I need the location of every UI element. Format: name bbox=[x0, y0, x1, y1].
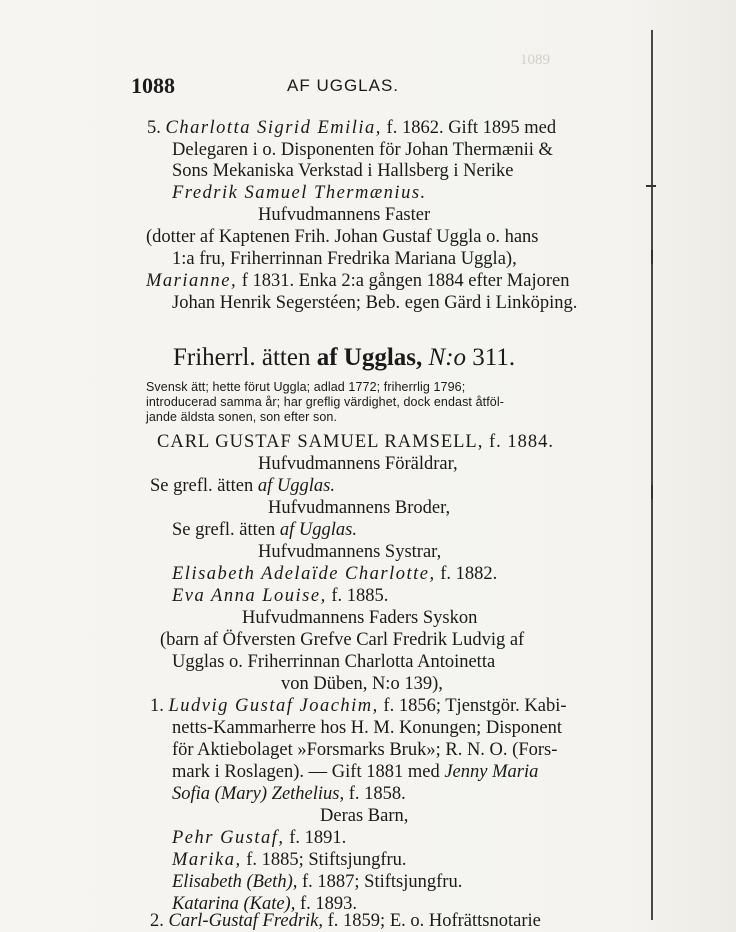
section-description: introducerad samma år; har greflig värdighet, dock endast åtföl- bbox=[146, 395, 504, 409]
edge-mark bbox=[651, 485, 653, 499]
edge-mark bbox=[651, 250, 653, 264]
section-heading: Friherrl. ätten af Ugglas, N:o 311. bbox=[173, 344, 516, 371]
page-number: 1088 bbox=[131, 73, 175, 98]
entry-line: CARL GUSTAF SAMUEL RAMSELL, f. 1884. bbox=[157, 432, 555, 452]
entry-line: von Düben, N:o 139), bbox=[281, 674, 443, 694]
entry-line: Fredrik Samuel Thermænius. bbox=[172, 183, 427, 203]
entry-line: Se grefl. ätten af Ugglas. bbox=[150, 476, 335, 496]
section-description: jande äldsta sonen, son efter son. bbox=[146, 410, 338, 424]
entry-line: Katarina (Kate), f. 1893. bbox=[172, 894, 358, 914]
entry-line: 2. Carl-Gustaf Fredrik, f. 1859; E. o. Hofrättsnotarie bbox=[150, 911, 541, 931]
edge-mark bbox=[646, 185, 656, 187]
entry-line: Elisabeth Adelaïde Charlotte, f. 1882. bbox=[172, 564, 498, 584]
entry-line: Hufvudmannens Föräldrar, bbox=[258, 454, 458, 474]
entry-line: 1:a fru, Friherrinnan Fredrika Mariana Uggla), bbox=[172, 249, 517, 269]
page-edge-line bbox=[651, 30, 653, 920]
entry-line: Sons Mekaniska Verkstad i Hallsberg i Nerike bbox=[172, 161, 514, 181]
entry-line: Eva Anna Louise, f. 1885. bbox=[172, 586, 389, 606]
entry-line: netts-Kammarherre hos H. M. Konungen; Disponent bbox=[172, 718, 562, 738]
entry-line: Hufvudmannens Faster bbox=[258, 205, 431, 225]
entry-line: Hufvudmannens Systrar, bbox=[258, 542, 442, 562]
entry-line: mark i Roslagen). — Gift 1881 med Jenny Maria bbox=[172, 762, 539, 782]
entry-line: Marika, f. 1885; Stiftsjungfru. bbox=[172, 850, 407, 870]
running-header: AF UGGLAS. bbox=[287, 76, 400, 95]
bleed-through-text: 1089 bbox=[520, 52, 550, 68]
entry-line: Hufvudmannens Faders Syskon bbox=[242, 608, 478, 628]
entry-line: Pehr Gustaf, f. 1891. bbox=[172, 828, 347, 848]
entry-line: Elisabeth (Beth), f. 1887; Stiftsjungfru. bbox=[172, 872, 463, 892]
entry-line: Marianne, f 1831. Enka 2:a gången 1884 efter Majoren bbox=[146, 271, 570, 291]
entry-line: Deras Barn, bbox=[320, 806, 409, 826]
entry-line: Delegaren i o. Disponenten för Johan Thermænii & bbox=[172, 140, 553, 160]
entry-line: (barn af Öfversten Grefve Carl Fredrik Ludvig af bbox=[160, 630, 525, 650]
section-description: Svensk ätt; hette förut Uggla; adlad 1772; friherrlig 1796; bbox=[146, 380, 466, 394]
entry-line: Sofia (Mary) Zethelius, f. 1858. bbox=[172, 784, 406, 804]
entry-line: Ugglas o. Friherrinnan Charlotta Antoinetta bbox=[172, 652, 496, 672]
entry-line: 5. Charlotta Sigrid Emilia, f. 1862. Gift 1895 med bbox=[147, 118, 557, 138]
entry-line: 1. Ludvig Gustaf Joachim, f. 1856; Tjenstgör. Kabi- bbox=[150, 696, 567, 716]
entry-line: Hufvudmannens Broder, bbox=[268, 498, 451, 518]
entry-line: Se grefl. ätten af Ugglas. bbox=[172, 520, 357, 540]
entry-line: för Aktiebolaget »Forsmarks Bruk»; R. N. O. (Fors- bbox=[172, 740, 558, 760]
entry-line: Johan Henrik Segerstéen; Beb. egen Gärd i Linköping. bbox=[172, 293, 578, 313]
entry-line: (dotter af Kaptenen Frih. Johan Gustaf Uggla o. hans bbox=[146, 227, 539, 247]
